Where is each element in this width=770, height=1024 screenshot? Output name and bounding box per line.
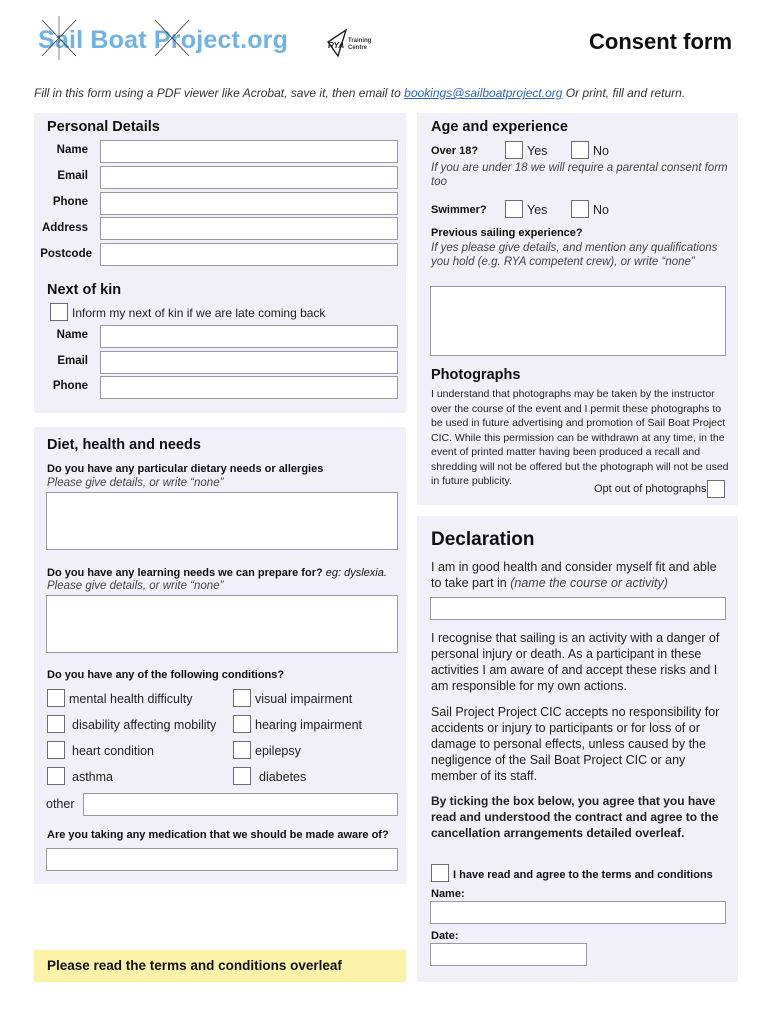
rya-training-centre-logo bbox=[326, 28, 376, 58]
opt-out-checkbox[interactable] bbox=[707, 480, 725, 498]
postcode-label: Postcode bbox=[40, 248, 92, 260]
kin-email-label: Email bbox=[57, 355, 88, 367]
over-18-no-checkbox[interactable] bbox=[571, 141, 589, 159]
over-18-yes-checkbox[interactable] bbox=[505, 141, 523, 159]
declaration-risk-text: I recognise that sailing is an activity with a danger of personal injury or death. As a participant in these activities I am aware of and accept these risks and I am responsible for my own actions. bbox=[431, 631, 720, 693]
date-label: Date: bbox=[431, 930, 459, 942]
condition-label: mental health difficulty bbox=[69, 692, 193, 706]
swimmer-label: Swimmer? bbox=[431, 204, 487, 216]
age-heading: Age and experience bbox=[431, 119, 568, 135]
compass-star-icon bbox=[34, 14, 84, 62]
condition-checkbox[interactable] bbox=[233, 741, 251, 759]
condition-label: heart condition bbox=[72, 744, 155, 758]
learning-needs-question: Do you have any learning needs we can prepare for? eg: dyslexia. bbox=[47, 567, 387, 579]
inform-kin-label: Inform my next of kin if we are late coming back bbox=[72, 306, 326, 320]
kin-name-input[interactable] bbox=[100, 325, 398, 348]
condition-checkbox[interactable] bbox=[47, 715, 65, 733]
condition-label: diabetes bbox=[259, 770, 307, 784]
sail-boat-project-logo: Sail Boat Project.org bbox=[38, 26, 289, 54]
over-18-yes-label: Yes bbox=[527, 144, 548, 158]
rya-sail-icon bbox=[326, 28, 348, 58]
dietary-question: Do you have any particular dietary needs or allergies bbox=[47, 463, 324, 475]
declaration-agreement-text: By ticking the box below, you agree that you have read and understood the contract and agree to the cancellation arrangements detailed overleaf. bbox=[431, 794, 719, 840]
condition-label: hearing impairment bbox=[255, 718, 362, 732]
diet-heading: Diet, health and needs bbox=[47, 437, 201, 453]
email-label: Email bbox=[57, 170, 88, 182]
photographs-heading: Photographs bbox=[431, 367, 521, 383]
terms-notice-text: Please read the terms and conditions overleaf bbox=[47, 958, 342, 973]
dietary-hint: Please give details, or write “none” bbox=[47, 477, 224, 489]
course-name-input[interactable] bbox=[430, 597, 726, 620]
medication-input[interactable] bbox=[46, 848, 398, 871]
next-of-kin-heading: Next of kin bbox=[47, 282, 122, 298]
condition-label: epilepsy bbox=[255, 744, 301, 758]
previous-experience-label: Previous sailing experience? bbox=[431, 227, 583, 239]
condition-label: visual impairment bbox=[255, 692, 353, 706]
agree-terms-checkbox[interactable] bbox=[431, 864, 449, 882]
name-input[interactable] bbox=[100, 140, 398, 163]
dietary-textarea[interactable] bbox=[46, 492, 398, 550]
previous-experience-hint: If yes please give details, and mention any qualifications you hold (e.g. RYA competent crew), or write “none” bbox=[431, 242, 718, 268]
svg-text:RYA: RYA bbox=[328, 41, 345, 50]
page-title: Consent form bbox=[589, 29, 732, 54]
kin-phone-input[interactable] bbox=[100, 376, 398, 399]
compass-star-icon-2 bbox=[147, 14, 197, 62]
learning-needs-hint: Please give details, or write “none” bbox=[47, 580, 224, 592]
over-18-no-label: No bbox=[593, 144, 609, 158]
phone-input[interactable] bbox=[100, 192, 398, 215]
address-label: Address bbox=[41, 222, 88, 234]
condition-checkbox[interactable] bbox=[233, 715, 251, 733]
rya-badge-text: Training Centre bbox=[348, 38, 372, 51]
swimmer-yes-checkbox[interactable] bbox=[505, 200, 523, 218]
other-label: other bbox=[46, 797, 75, 811]
swimmer-no-checkbox[interactable] bbox=[571, 200, 589, 218]
kin-phone-label: Phone bbox=[52, 380, 88, 392]
phone-label: Phone bbox=[52, 196, 88, 208]
condition-checkbox[interactable] bbox=[47, 689, 65, 707]
condition-label: disability affecting mobility bbox=[72, 718, 217, 732]
signature-name-label: Name: bbox=[431, 888, 465, 900]
photographs-text: I understand that photographs may be taken by the instructor over the course of the event and I permit these photographs to be used in future advertising and promotion of Sail Boat Project CIC. While this permission can be withdrawn at any time, in the event of printed matter having been produced a recall and shredding will not be offered but the photograph will not be used in future publicity. bbox=[431, 388, 729, 487]
date-input[interactable] bbox=[430, 943, 587, 966]
inform-kin-checkbox[interactable] bbox=[50, 303, 68, 321]
postcode-input[interactable] bbox=[100, 243, 398, 266]
under-18-note: If you are under 18 we will require a parental consent form too bbox=[431, 162, 728, 188]
kin-name-label: Name bbox=[56, 329, 88, 341]
previous-experience-textarea[interactable] bbox=[430, 286, 726, 356]
email-link[interactable]: bookings@sailboatproject.org bbox=[404, 86, 563, 100]
swimmer-yes-label: Yes bbox=[527, 203, 548, 217]
kin-email-input[interactable] bbox=[100, 351, 398, 374]
medication-question: Are you taking any medication that we should be made aware of? bbox=[47, 829, 389, 841]
other-condition-input[interactable] bbox=[83, 793, 398, 816]
email-input[interactable] bbox=[100, 166, 398, 189]
condition-checkbox[interactable] bbox=[47, 767, 65, 785]
conditions-question: Do you have any of the following conditions? bbox=[47, 669, 285, 681]
declaration-fit-text: I am in good health and consider myself fit and able to take part in (name the course or activity) bbox=[431, 560, 717, 590]
condition-checkbox[interactable] bbox=[47, 741, 65, 759]
intro-text: Fill in this form using a PDF viewer like Acrobat, save it, then email to bookings@sailboatproject.org Or print, fill and return. bbox=[34, 86, 686, 100]
declaration-heading: Declaration bbox=[431, 529, 535, 550]
signature-name-input[interactable] bbox=[430, 901, 726, 924]
learning-needs-textarea[interactable] bbox=[46, 595, 398, 653]
agree-terms-label: I have read and agree to the terms and conditions bbox=[453, 869, 713, 881]
opt-out-label: Opt out of photographs bbox=[594, 483, 707, 495]
condition-checkbox[interactable] bbox=[233, 767, 251, 785]
personal-details-heading: Personal Details bbox=[47, 119, 160, 135]
swimmer-no-label: No bbox=[593, 203, 609, 217]
over-18-label: Over 18? bbox=[431, 145, 479, 157]
terms-notice bbox=[34, 950, 406, 982]
condition-label: asthma bbox=[72, 770, 113, 784]
address-input[interactable] bbox=[100, 217, 398, 240]
declaration-liability-text: Sail Project Project CIC accepts no responsibility for accidents or injury to participants or for loss of or damage to personal effects, unless caused by the negligence of the Sail Boat Project CIC or any member of its staff. bbox=[431, 705, 720, 783]
condition-checkbox[interactable] bbox=[233, 689, 251, 707]
name-label: Name bbox=[56, 144, 88, 156]
